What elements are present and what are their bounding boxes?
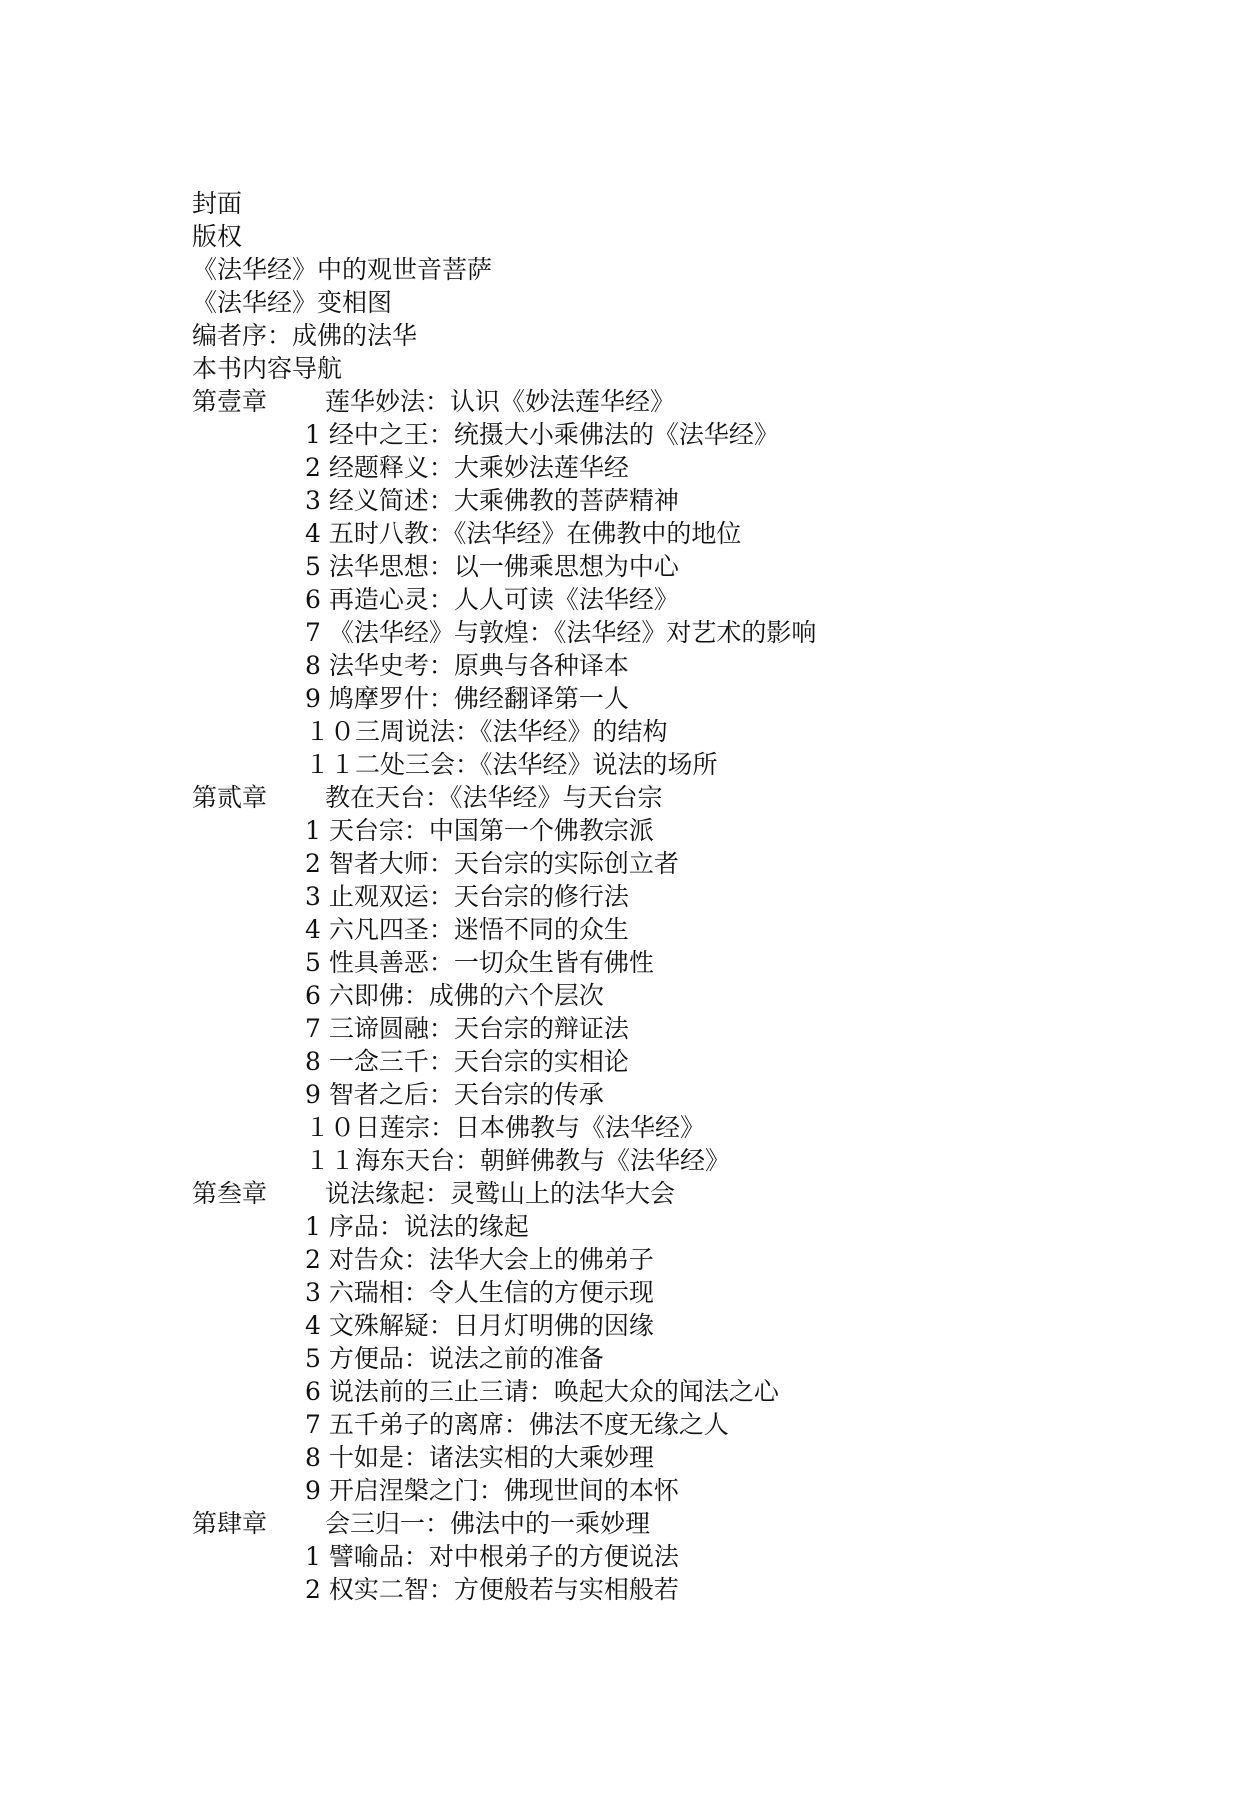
toc-item[interactable]: 4 五时八教：《法华经》在佛教中的地位	[305, 519, 742, 548]
toc-entry-navigation[interactable]: 本书内容导航	[192, 354, 343, 383]
toc-entry-editor-preface[interactable]: 编者序：成佛的法华	[192, 321, 418, 350]
chapter-3-heading[interactable]	[192, 1177, 1192, 1210]
toc-item[interactable]: 7 《法华经》与敦煌：《法华经》对艺术的影响	[305, 618, 817, 647]
chapter-2-heading[interactable]	[192, 781, 1192, 814]
chapter-4-heading[interactable]	[192, 1507, 1192, 1540]
toc-item[interactable]: １０三周说法：《法华经》的结构	[305, 717, 668, 746]
toc-item[interactable]: １１二处三会：《法华经》说法的场所	[305, 750, 718, 779]
toc-item[interactable]: 1 序品：说法的缘起	[305, 1212, 529, 1241]
toc-item[interactable]: 5 方便品：说法之前的准备	[305, 1344, 604, 1373]
toc-item[interactable]: 8 一念三千：天台宗的实相论	[305, 1047, 629, 1076]
toc-entry-copyright[interactable]: 版权	[192, 222, 243, 251]
toc-entry-illustrations[interactable]: 《法华经》变相图	[192, 288, 393, 317]
chapter-1-heading[interactable]	[192, 385, 1192, 418]
toc-item[interactable]: 2 智者大师：天台宗的实际创立者	[305, 849, 679, 878]
chapter-title: 莲华妙法：认识《妙法莲华经》	[325, 387, 676, 416]
chapter-title: 会三归一：佛法中的一乘妙理	[325, 1509, 651, 1538]
toc-item[interactable]: １１海东天台：朝鲜佛教与《法华经》	[305, 1146, 731, 1175]
toc-item[interactable]: 6 再造心灵：人人可读《法华经》	[305, 585, 679, 614]
toc-item[interactable]: 4 六凡四圣：迷悟不同的众生	[305, 915, 629, 944]
chapter-title: 说法缘起：灵鹫山上的法华大会	[325, 1179, 676, 1208]
chapter-label: 第叁章	[192, 1179, 268, 1208]
toc-item[interactable]: 7 三谛圆融：天台宗的辩证法	[305, 1014, 629, 1043]
toc-item[interactable]: 4 文殊解疑：日月灯明佛的因缘	[305, 1311, 654, 1340]
toc-item[interactable]: 9 智者之后：天台宗的传承	[305, 1080, 604, 1109]
toc-entry-cover[interactable]: 封面	[192, 189, 243, 218]
toc-item[interactable]: 2 对告众：法华大会上的佛弟子	[305, 1245, 654, 1274]
toc-item[interactable]: 3 六瑞相：令人生信的方便示现	[305, 1278, 654, 1307]
table-of-contents	[192, 187, 1192, 1606]
chapter-label: 第壹章	[192, 387, 268, 416]
toc-item[interactable]: 9 鸠摩罗什：佛经翻译第一人	[305, 684, 629, 713]
toc-item[interactable]: 7 五千弟子的离席：佛法不度无缘之人	[305, 1410, 729, 1439]
chapter-title: 教在天台：《法华经》与天台宗	[325, 783, 663, 812]
toc-item[interactable]: 6 说法前的三止三请：唤起大众的闻法之心	[305, 1377, 779, 1406]
toc-item[interactable]: 5 性具善恶：一切众生皆有佛性	[305, 948, 654, 977]
toc-item[interactable]: １０日莲宗：日本佛教与《法华经》	[305, 1113, 706, 1142]
chapter-label: 第贰章	[192, 783, 268, 812]
toc-item[interactable]: 5 法华思想：以一佛乘思想为中心	[305, 552, 679, 581]
toc-item[interactable]: 1 天台宗：中国第一个佛教宗派	[305, 816, 654, 845]
toc-item[interactable]: 2 经题释义：大乘妙法莲华经	[305, 453, 629, 482]
toc-item[interactable]: 1 经中之王：统摄大小乘佛法的《法华经》	[305, 420, 779, 449]
toc-item[interactable]: 2 权实二智：方便般若与实相般若	[305, 1575, 679, 1604]
toc-entry-guanyin[interactable]: 《法华经》中的观世音菩萨	[192, 255, 493, 284]
toc-item[interactable]: 3 经义简述：大乘佛教的菩萨精神	[305, 486, 679, 515]
toc-item[interactable]: 1 譬喻品：对中根弟子的方便说法	[305, 1542, 679, 1571]
toc-item[interactable]: 8 法华史考：原典与各种译本	[305, 651, 629, 680]
toc-item[interactable]: 8 十如是：诸法实相的大乘妙理	[305, 1443, 654, 1472]
toc-item[interactable]: 6 六即佛：成佛的六个层次	[305, 981, 604, 1010]
toc-item[interactable]: 3 止观双运：天台宗的修行法	[305, 882, 629, 911]
toc-item[interactable]: 9 开启涅槃之门：佛现世间的本怀	[305, 1476, 679, 1505]
chapter-label: 第肆章	[192, 1509, 268, 1538]
